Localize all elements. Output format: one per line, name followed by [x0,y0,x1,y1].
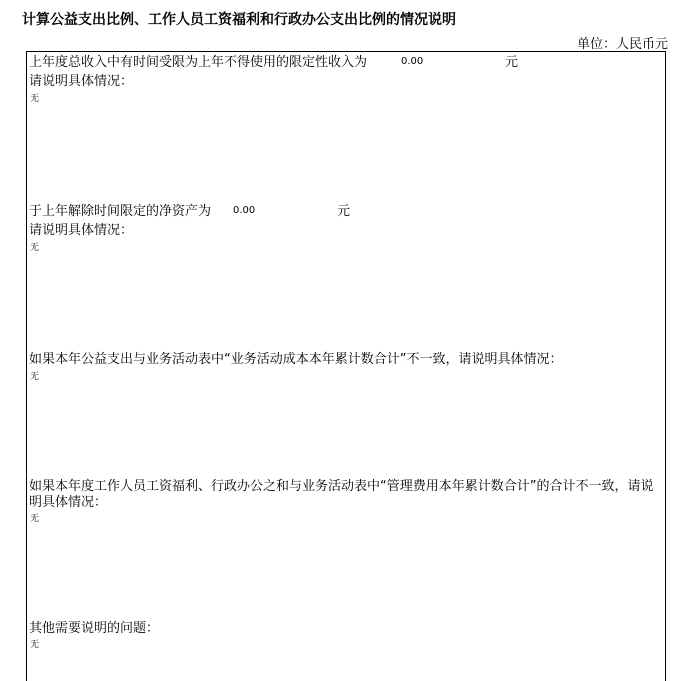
released-assets-suffix: 元 [337,204,351,219]
admin-expense-mismatch-explain-value: 无 [30,514,40,524]
public-welfare-mismatch-explain-value: 无 [30,372,40,382]
restricted-income-explain-value: 无 [30,94,40,104]
page-title: 计算公益支出比例、工作人员工资福利和行政办公支出比例的情况说明 [22,12,456,28]
other-issues-label: 其他需要说明的问题： [29,621,160,636]
restricted-income-value: 0.00 [401,56,424,67]
public-welfare-mismatch-label: 如果本年公益支出与业务活动表中“业务活动成本本年累计数合计”不一致，请说明具体情况： [29,352,563,367]
restricted-income-explain-label: 请说明具体情况： [29,74,134,89]
released-assets-label: 于上年解除时间限定的净资产为 [29,204,212,219]
explanation-box [26,51,666,681]
restricted-income-label: 上年度总收入中有时间受限为上年不得使用的限定性收入为 [29,55,368,70]
restricted-income-suffix: 元 [505,55,519,70]
released-assets-explain-value: 无 [30,243,40,253]
released-assets-explain-label: 请说明具体情况： [29,223,134,238]
other-issues-explain-value: 无 [30,640,40,650]
admin-expense-mismatch-label: 如果本年度工作人员工资福利、行政办公之和与业务活动表中“管理费用本年累计数合计”的合计不一致，请说明具体情况： [29,479,654,510]
released-assets-value: 0.00 [233,205,256,216]
currency-unit: 单位：人民币元 [576,37,668,52]
